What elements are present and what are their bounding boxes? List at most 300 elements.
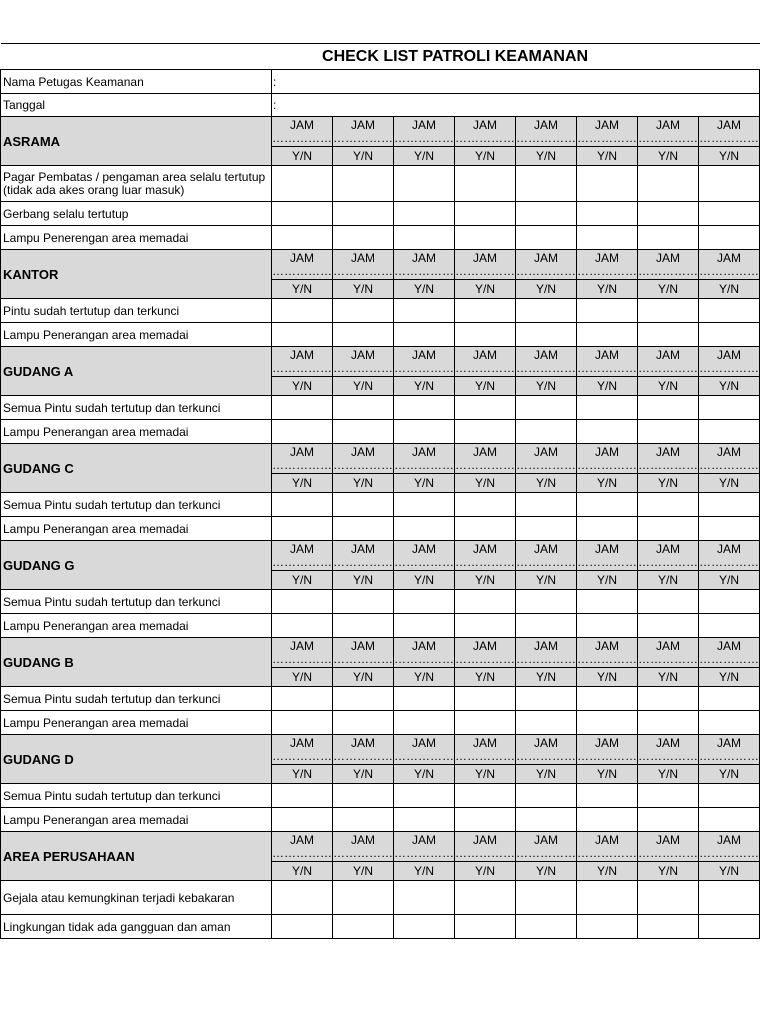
jam-slot[interactable]	[455, 832, 516, 862]
jam-slot[interactable]	[333, 444, 394, 474]
check-cell[interactable]	[699, 420, 760, 444]
check-cell[interactable]	[638, 915, 699, 939]
check-cell[interactable]	[272, 323, 333, 347]
yn-label: Y/N	[638, 862, 699, 881]
jam-slot[interactable]	[699, 735, 760, 765]
jam-time-blank: ……………	[333, 360, 393, 375]
yn-label: Y/N	[577, 377, 638, 396]
check-cell[interactable]	[638, 202, 699, 226]
check-cell[interactable]	[455, 915, 516, 939]
check-cell[interactable]	[638, 590, 699, 614]
check-cell[interactable]	[577, 396, 638, 420]
check-cell[interactable]	[577, 614, 638, 638]
jam-slot[interactable]	[577, 541, 638, 571]
check-cell[interactable]	[394, 881, 455, 915]
check-cell[interactable]	[699, 590, 760, 614]
check-cell[interactable]	[272, 166, 333, 202]
check-cell[interactable]	[699, 323, 760, 347]
jam-time-blank: ……………	[699, 263, 760, 278]
check-cell[interactable]	[394, 396, 455, 420]
jam-time-blank: ……………	[577, 845, 637, 860]
jam-slot[interactable]	[333, 638, 394, 668]
checklist-item-label: Lampu Penerangan area memadai	[1, 614, 272, 638]
jam-label: JAM	[473, 638, 497, 653]
check-cell[interactable]	[333, 226, 394, 250]
yn-label: Y/N	[333, 668, 394, 687]
check-cell[interactable]	[455, 226, 516, 250]
jam-time-blank: ……………	[272, 360, 332, 375]
check-cell[interactable]	[638, 299, 699, 323]
field-label-tanggal: Tanggal	[1, 94, 272, 117]
jam-slot[interactable]	[394, 347, 455, 377]
checklist-row	[1, 915, 760, 939]
check-cell[interactable]	[638, 881, 699, 915]
jam-slot[interactable]	[699, 444, 760, 474]
check-cell[interactable]	[577, 711, 638, 735]
yn-label: Y/N	[577, 862, 638, 881]
check-cell[interactable]	[516, 202, 577, 226]
check-cell[interactable]	[699, 687, 760, 711]
check-cell[interactable]	[333, 396, 394, 420]
check-cell[interactable]	[394, 226, 455, 250]
check-cell[interactable]	[516, 881, 577, 915]
check-cell[interactable]	[272, 420, 333, 444]
checklist-row	[1, 517, 760, 541]
check-cell[interactable]	[333, 166, 394, 202]
jam-slot[interactable]	[516, 444, 577, 474]
jam-label: JAM	[412, 117, 436, 132]
check-cell[interactable]	[455, 323, 516, 347]
jam-time-blank: ……………	[577, 130, 637, 145]
check-cell[interactable]	[272, 517, 333, 541]
checklist-item-label: Semua Pintu sudah tertutup dan terkunci	[1, 493, 272, 517]
jam-slot[interactable]	[455, 735, 516, 765]
jam-time-blank: ……………	[516, 554, 576, 569]
jam-slot[interactable]	[333, 347, 394, 377]
jam-label: JAM	[656, 735, 680, 750]
checklist-table	[0, 43, 760, 939]
check-cell[interactable]	[638, 420, 699, 444]
jam-slot[interactable]	[394, 832, 455, 862]
check-cell[interactable]	[394, 166, 455, 202]
jam-slot[interactable]	[455, 541, 516, 571]
check-cell[interactable]	[577, 808, 638, 832]
check-cell[interactable]	[699, 517, 760, 541]
check-cell[interactable]	[638, 323, 699, 347]
jam-slot[interactable]	[333, 250, 394, 280]
check-cell[interactable]	[577, 590, 638, 614]
jam-slot[interactable]	[577, 117, 638, 147]
jam-slot[interactable]	[516, 250, 577, 280]
check-cell[interactable]	[333, 881, 394, 915]
yn-label: Y/N	[638, 147, 699, 166]
check-cell[interactable]	[394, 590, 455, 614]
check-cell[interactable]	[455, 493, 516, 517]
jam-time-blank: ……………	[455, 360, 515, 375]
check-cell[interactable]	[516, 614, 577, 638]
check-cell[interactable]	[455, 166, 516, 202]
yn-label: Y/N	[455, 862, 516, 881]
jam-slot[interactable]	[272, 541, 333, 571]
check-cell[interactable]	[394, 711, 455, 735]
check-cell[interactable]	[394, 517, 455, 541]
jam-slot[interactable]	[516, 117, 577, 147]
jam-slot[interactable]	[638, 832, 699, 862]
check-cell[interactable]	[699, 711, 760, 735]
jam-label: JAM	[473, 735, 497, 750]
check-cell[interactable]	[638, 808, 699, 832]
jam-slot[interactable]	[577, 638, 638, 668]
jam-slot[interactable]	[455, 638, 516, 668]
jam-slot[interactable]	[333, 832, 394, 862]
jam-label: JAM	[717, 117, 742, 132]
title-row	[1, 44, 760, 70]
jam-time-blank: ……………	[516, 651, 576, 666]
jam-time-blank: ……………	[699, 651, 760, 666]
check-cell[interactable]	[699, 202, 760, 226]
check-cell[interactable]	[699, 915, 760, 939]
check-cell[interactable]	[577, 687, 638, 711]
jam-slot[interactable]	[394, 117, 455, 147]
jam-time-blank: ……………	[699, 130, 760, 145]
jam-slot[interactable]	[272, 347, 333, 377]
yn-label: Y/N	[638, 765, 699, 784]
jam-slot[interactable]	[272, 117, 333, 147]
check-cell[interactable]	[699, 784, 760, 808]
yn-label: Y/N	[394, 571, 455, 590]
checklist-row	[1, 226, 760, 250]
yn-label: Y/N	[272, 765, 333, 784]
yn-label: Y/N	[699, 765, 760, 784]
check-cell[interactable]	[516, 517, 577, 541]
jam-slot[interactable]	[455, 117, 516, 147]
jam-slot[interactable]	[455, 250, 516, 280]
jam-label: JAM	[290, 832, 314, 847]
check-cell[interactable]	[577, 202, 638, 226]
section-title: AREA PERUSAHAAN	[1, 832, 272, 881]
yn-label: Y/N	[394, 668, 455, 687]
check-cell[interactable]	[699, 226, 760, 250]
check-cell[interactable]	[516, 323, 577, 347]
jam-slot[interactable]	[638, 541, 699, 571]
check-cell[interactable]	[455, 711, 516, 735]
jam-time-blank: ……………	[455, 263, 515, 278]
check-cell[interactable]	[394, 202, 455, 226]
jam-slot[interactable]	[272, 638, 333, 668]
check-cell[interactable]	[394, 687, 455, 711]
jam-slot[interactable]	[272, 832, 333, 862]
jam-label: JAM	[351, 250, 375, 265]
check-cell[interactable]	[333, 711, 394, 735]
check-cell[interactable]	[272, 711, 333, 735]
check-cell[interactable]	[272, 687, 333, 711]
check-cell[interactable]	[272, 299, 333, 323]
check-cell[interactable]	[333, 808, 394, 832]
check-cell[interactable]	[638, 711, 699, 735]
check-cell[interactable]	[333, 915, 394, 939]
jam-label: JAM	[717, 638, 742, 653]
jam-slot[interactable]	[516, 638, 577, 668]
check-cell[interactable]	[333, 420, 394, 444]
check-cell[interactable]	[272, 493, 333, 517]
jam-label: JAM	[473, 444, 497, 459]
check-cell[interactable]	[272, 784, 333, 808]
check-cell[interactable]	[638, 687, 699, 711]
check-cell[interactable]	[455, 614, 516, 638]
check-cell[interactable]	[516, 420, 577, 444]
jam-slot[interactable]	[394, 541, 455, 571]
check-cell[interactable]	[272, 202, 333, 226]
check-cell[interactable]	[333, 517, 394, 541]
jam-time-blank: ……………	[394, 845, 454, 860]
jam-label: JAM	[595, 832, 619, 847]
check-cell[interactable]	[577, 226, 638, 250]
check-cell[interactable]	[577, 784, 638, 808]
check-cell[interactable]	[516, 711, 577, 735]
check-cell[interactable]	[699, 614, 760, 638]
check-cell[interactable]	[638, 517, 699, 541]
yn-label: Y/N	[333, 765, 394, 784]
jam-time-blank: ……………	[333, 651, 393, 666]
jam-slot[interactable]	[272, 735, 333, 765]
jam-slot[interactable]	[516, 347, 577, 377]
yn-label: Y/N	[699, 147, 760, 166]
jam-slot[interactable]	[577, 735, 638, 765]
check-cell[interactable]	[577, 323, 638, 347]
jam-slot[interactable]	[638, 735, 699, 765]
jam-slot[interactable]	[577, 832, 638, 862]
jam-time-blank: ……………	[516, 263, 576, 278]
check-cell[interactable]	[699, 166, 760, 202]
checklist-row	[1, 687, 760, 711]
yn-label: Y/N	[272, 280, 333, 299]
check-cell[interactable]	[577, 517, 638, 541]
check-cell[interactable]	[272, 808, 333, 832]
jam-slot[interactable]	[333, 735, 394, 765]
jam-slot[interactable]	[516, 735, 577, 765]
check-cell[interactable]	[516, 784, 577, 808]
check-cell[interactable]	[638, 226, 699, 250]
check-cell[interactable]	[638, 396, 699, 420]
yn-label: Y/N	[272, 147, 333, 166]
jam-label: JAM	[473, 541, 497, 556]
jam-time-blank: ……………	[577, 554, 637, 569]
jam-slot[interactable]	[272, 250, 333, 280]
check-cell[interactable]	[516, 166, 577, 202]
yn-label: Y/N	[577, 668, 638, 687]
check-cell[interactable]	[455, 687, 516, 711]
jam-label: JAM	[351, 347, 375, 362]
check-cell[interactable]	[577, 915, 638, 939]
jam-slot[interactable]	[516, 541, 577, 571]
check-cell[interactable]	[455, 517, 516, 541]
jam-slot[interactable]	[516, 832, 577, 862]
jam-slot[interactable]	[638, 444, 699, 474]
jam-time-blank: ……………	[699, 360, 760, 375]
check-cell[interactable]	[333, 614, 394, 638]
check-cell[interactable]	[516, 396, 577, 420]
field-value-petugas[interactable]: :	[272, 70, 760, 94]
yn-label: Y/N	[272, 668, 333, 687]
jam-slot[interactable]	[699, 832, 760, 862]
jam-slot[interactable]	[699, 347, 760, 377]
check-cell[interactable]	[455, 808, 516, 832]
checklist-row	[1, 299, 760, 323]
jam-label: JAM	[412, 250, 436, 265]
jam-label: JAM	[351, 638, 375, 653]
jam-slot[interactable]	[699, 638, 760, 668]
check-cell[interactable]	[516, 687, 577, 711]
check-cell[interactable]	[638, 493, 699, 517]
jam-time-blank: ……………	[455, 748, 515, 763]
check-cell[interactable]	[333, 323, 394, 347]
check-cell[interactable]	[333, 299, 394, 323]
check-cell[interactable]	[333, 590, 394, 614]
check-cell[interactable]	[638, 166, 699, 202]
check-cell[interactable]	[394, 323, 455, 347]
check-cell[interactable]	[455, 202, 516, 226]
check-cell[interactable]	[516, 808, 577, 832]
jam-label: JAM	[473, 250, 497, 265]
jam-slot[interactable]	[577, 250, 638, 280]
yn-label: Y/N	[394, 280, 455, 299]
jam-time-blank: ……………	[577, 748, 637, 763]
jam-time-blank: ……………	[333, 748, 393, 763]
check-cell[interactable]	[577, 299, 638, 323]
checklist-row	[1, 614, 760, 638]
yn-label: Y/N	[455, 147, 516, 166]
field-value-tanggal[interactable]: :	[272, 94, 760, 117]
check-cell[interactable]	[394, 614, 455, 638]
yn-label: Y/N	[516, 765, 577, 784]
jam-slot[interactable]	[638, 250, 699, 280]
check-cell[interactable]	[272, 396, 333, 420]
checklist-row	[1, 166, 760, 202]
yn-label: Y/N	[455, 571, 516, 590]
jam-time-blank: ……………	[516, 845, 576, 860]
jam-slot[interactable]	[577, 444, 638, 474]
check-cell[interactable]	[455, 420, 516, 444]
check-cell[interactable]	[272, 881, 333, 915]
check-cell[interactable]	[394, 420, 455, 444]
check-cell[interactable]	[333, 493, 394, 517]
jam-slot[interactable]	[638, 117, 699, 147]
check-cell[interactable]	[455, 590, 516, 614]
field-row	[1, 70, 760, 94]
jam-slot[interactable]	[699, 541, 760, 571]
jam-slot[interactable]	[272, 444, 333, 474]
jam-slot[interactable]	[699, 117, 760, 147]
check-cell[interactable]	[699, 493, 760, 517]
check-cell[interactable]	[638, 614, 699, 638]
checklist-sheet	[0, 43, 759, 939]
jam-time-blank: ……………	[272, 651, 332, 666]
check-cell[interactable]	[455, 299, 516, 323]
check-cell[interactable]	[577, 881, 638, 915]
check-cell[interactable]	[272, 590, 333, 614]
jam-slot[interactable]	[394, 444, 455, 474]
jam-label: JAM	[534, 541, 558, 556]
jam-slot[interactable]	[394, 735, 455, 765]
check-cell[interactable]	[516, 299, 577, 323]
checklist-item-label: Pagar Pembatas / pengaman area selalu tertutup (tidak ada akes orang luar masuk)	[1, 166, 272, 202]
check-cell[interactable]	[272, 614, 333, 638]
yn-label: Y/N	[333, 571, 394, 590]
jam-time-blank: ……………	[699, 554, 760, 569]
check-cell[interactable]	[333, 784, 394, 808]
jam-label: JAM	[717, 250, 742, 265]
check-cell[interactable]	[699, 396, 760, 420]
yn-label: Y/N	[455, 280, 516, 299]
yn-label: Y/N	[516, 571, 577, 590]
jam-slot[interactable]	[638, 347, 699, 377]
jam-time-blank: ……………	[638, 651, 698, 666]
jam-slot[interactable]	[394, 250, 455, 280]
jam-slot[interactable]	[394, 638, 455, 668]
check-cell[interactable]	[394, 915, 455, 939]
jam-slot[interactable]	[333, 541, 394, 571]
check-cell[interactable]	[272, 915, 333, 939]
check-cell[interactable]	[516, 590, 577, 614]
check-cell[interactable]	[333, 202, 394, 226]
jam-slot[interactable]	[699, 250, 760, 280]
jam-time-blank: ……………	[699, 845, 760, 860]
check-cell[interactable]	[577, 493, 638, 517]
jam-label: JAM	[290, 541, 314, 556]
check-cell[interactable]	[516, 493, 577, 517]
check-cell[interactable]	[455, 784, 516, 808]
check-cell[interactable]	[394, 784, 455, 808]
jam-time-blank: ……………	[394, 457, 454, 472]
check-cell[interactable]	[699, 808, 760, 832]
check-cell[interactable]	[516, 915, 577, 939]
check-cell[interactable]	[516, 226, 577, 250]
check-cell[interactable]	[699, 881, 760, 915]
check-cell[interactable]	[394, 808, 455, 832]
yn-label: Y/N	[516, 862, 577, 881]
section-header-row	[1, 444, 760, 474]
jam-time-blank: ……………	[272, 748, 332, 763]
yn-label: Y/N	[577, 474, 638, 493]
checklist-item-label: Lampu Penerangan area memadai	[1, 420, 272, 444]
jam-slot[interactable]	[455, 444, 516, 474]
check-cell[interactable]	[699, 299, 760, 323]
jam-label: JAM	[656, 638, 680, 653]
section-header-row	[1, 250, 760, 280]
jam-slot[interactable]	[333, 117, 394, 147]
yn-label: Y/N	[333, 377, 394, 396]
section-header-row	[1, 735, 760, 765]
check-cell[interactable]	[394, 493, 455, 517]
check-cell[interactable]	[455, 396, 516, 420]
jam-slot[interactable]	[577, 347, 638, 377]
check-cell[interactable]	[638, 784, 699, 808]
field-row	[1, 94, 760, 117]
checklist-row	[1, 323, 760, 347]
jam-time-blank: ……………	[638, 748, 698, 763]
check-cell[interactable]	[272, 226, 333, 250]
check-cell[interactable]	[577, 166, 638, 202]
check-cell[interactable]	[455, 881, 516, 915]
jam-slot[interactable]	[638, 638, 699, 668]
check-cell[interactable]	[394, 299, 455, 323]
jam-time-blank: ……………	[638, 360, 698, 375]
check-cell[interactable]	[577, 420, 638, 444]
jam-label: JAM	[534, 444, 558, 459]
check-cell[interactable]	[333, 687, 394, 711]
jam-slot[interactable]	[455, 347, 516, 377]
jam-time-blank: ……………	[333, 130, 393, 145]
